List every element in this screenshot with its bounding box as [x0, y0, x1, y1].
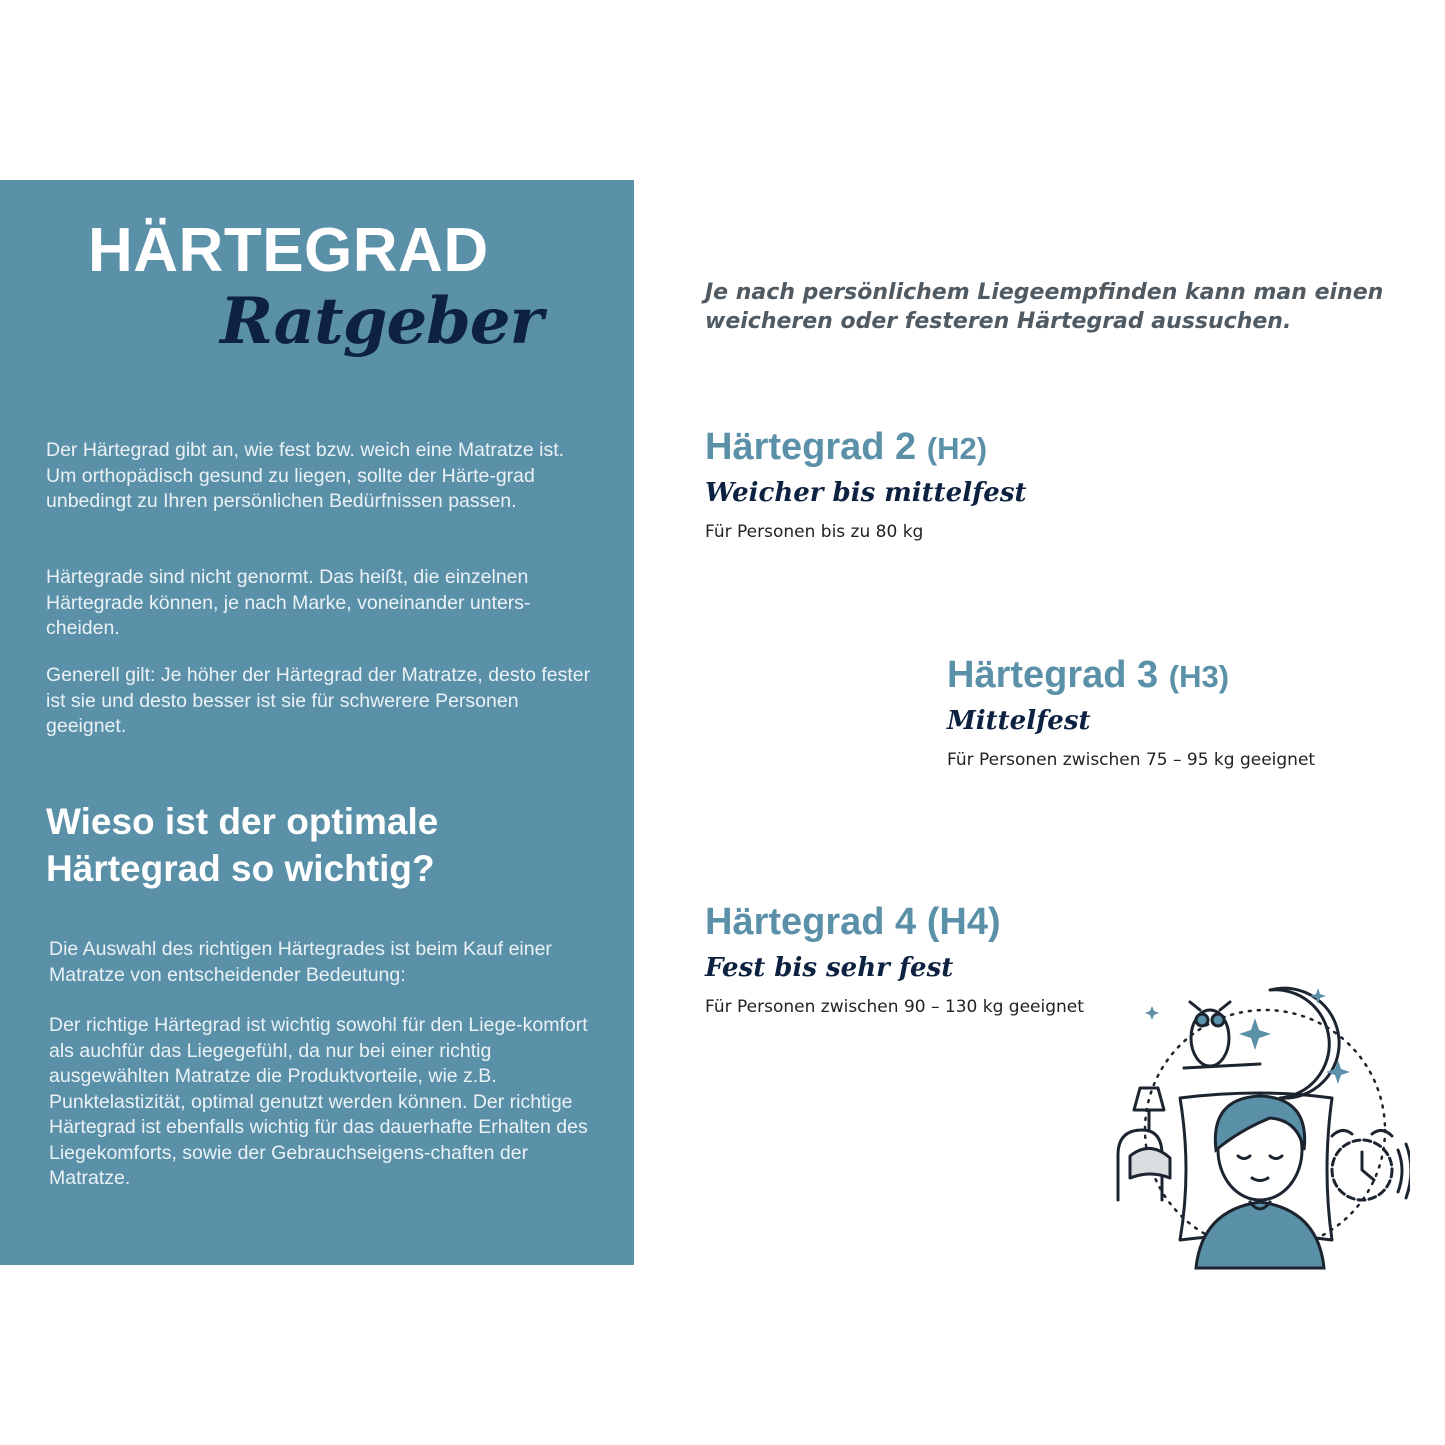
- paragraph-importance: Der richtige Härtegrad ist wichtig sowohl für den Liege-komfort als auchfür das Liegegefühl, da nur bei einer richtig ausgewählten Matratze die Produktvorteile, wie z.B. Punktelastizität, optimal genutzt werden können. Der richtige Härtegrad ist ebenfalls wichtig für das dauerhafte Erhalten des Liegekomforts, sowie der Gebrauchseigens-chaften der Matratze.: [49, 1014, 588, 1189]
- grade-description: Für Personen zwischen 90 – 130 kg geeignet: [705, 997, 1084, 1017]
- grade-h3: [947, 656, 1315, 770]
- grade-h2: [705, 428, 1026, 542]
- grade-script: Fest bis sehr fest: [705, 953, 954, 983]
- paragraph-norm: Härtegrade sind nicht genormt. Das heißt, die einzelnen Härtegrade können, je nach Marke, voneinander unters-cheiden.: [46, 566, 531, 639]
- grade-description: Für Personen bis zu 80 kg: [705, 522, 924, 542]
- section-heading: Wieso ist der optimale Härtegrad so wichtig?: [46, 801, 439, 889]
- paragraph-general: Generell gilt: Je höher der Härtegrad der Matratze, desto fester ist sie und desto besser ist sie für schwerere Personen geeignet.: [46, 664, 591, 737]
- sleeping-person-icon: [1110, 980, 1410, 1275]
- paragraph-intro: Der Härtegrad gibt an, wie fest bzw. weich eine Matratze ist. Um orthopädisch gesund zu liegen, sollte der Härte-grad unbedingt zu Ihren persönlichen Bedürfnissen passen.: [46, 439, 565, 512]
- grade-script: Weicher bis mittelfest: [705, 478, 1027, 508]
- grade-code: (H3): [1168, 659, 1230, 694]
- page-subtitle-script: Ratgeber: [220, 284, 543, 359]
- paragraph-selection: Die Auswahl des richtigen Härtegrades ist beim Kauf einer Matratze von entscheidender Bedeutung:: [49, 938, 552, 986]
- grade-description: Für Personen zwischen 75 – 95 kg geeignet: [947, 750, 1316, 770]
- page-title: HÄRTEGRAD: [88, 216, 489, 285]
- grade-script: Mittelfest: [947, 706, 1091, 736]
- grade-code: (H2): [926, 431, 988, 466]
- grade-title: Härtegrad 3 (H3): [947, 654, 1230, 696]
- grade-title: Härtegrad 2 (H2): [705, 426, 988, 468]
- grade-code: (H4): [926, 901, 1001, 943]
- grade-title: Härtegrad 4 (H4): [705, 901, 1001, 943]
- grade-h4: [705, 903, 1084, 1017]
- intro-text: Je nach persönlichem Liegeempfinden kann man einen weicheren oder festeren Härtegrad aussuchen.: [705, 280, 1384, 334]
